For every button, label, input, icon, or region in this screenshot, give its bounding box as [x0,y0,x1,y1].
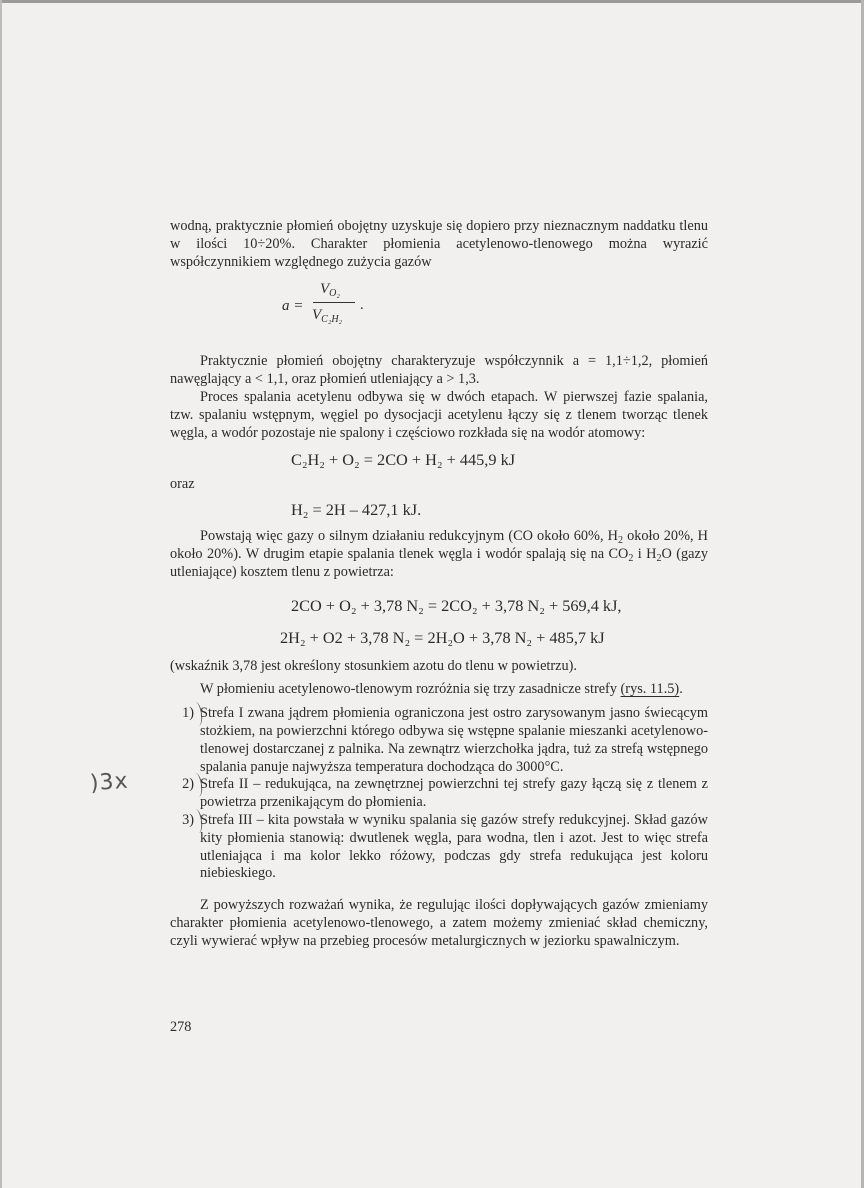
page-content [170,218,708,951]
handwritten-margin-note: )3x [89,768,130,797]
paragraph-combustion: Proces spalania acetylenu odbywa się w dwóch etapach. W pierwszej fazie spalania, tzw. spalaniu wstępnym, węgiel po dysocjacji acetylenu łączy się z tlenem tworząc tlenek węgla, a wodór pozostaje nie spalony i częściowo rozkłada się na wodór atomowy: [170,388,708,441]
connector-oraz: oraz [170,476,195,493]
formula-denominator: $V_{C_2H_2}$ [312,307,343,326]
paragraph-zones-intro: W płomieniu acetylenowo-tlenowym rozróżnia się trzy zasadnicze strefy (rys. 11.5). [200,681,683,698]
list-item [170,705,708,776]
page-left-edge [0,0,2,1188]
formula-lhs: a = [282,298,304,315]
page-top-edge [0,0,864,3]
equation-h2-combustion: 2H₂ + O2 + 3,78 N₂ = 2H₂O + 3,78 N₂ + 485,7 kJ [280,627,605,647]
list-item-number: 1) [170,705,200,776]
zones-list [170,705,708,883]
list-item-text: Strefa II – redukująca, na zewnętrznej powierzchni tej strefy gazy łączą się z tlenem z powietrza przenikającym do płomienia. [200,776,708,811]
paragraph-nitrogen-ratio: (wskaźnik 3,78 jest określony stosunkiem azotu do tlenu w powietrzu). [170,657,577,674]
figure-reference: (rys. 11.5) [620,681,680,698]
paragraph-reducing-gases: Powstają więc gazy o silnym działaniu redukcyjnym (CO około 60%, $H_2$ około 20%, H około 20%). W drugim etapie spalania tlenek węgla i wodór spalają się na $CO_2$ i $H_2O$ (gazy utleniające) kosztem tlenu z powietrza: [170,528,708,580]
list-item-text: Strefa I zwana jądrem płomienia ograniczona jest ostro zarysowanym jasno świecącym stożkiem, na powierzchni którego odbywa się wstępne spalanie mieszanki acetylenowo-tlenowej dostarczanej z palnika. Na zewnątrz wierzchołka jądra, tuż za strefą wstępnego spalania panuje najwyższa temperatura dochodząca do 3000°C. [200,705,708,775]
list-item [170,812,708,883]
paragraph-conclusion: Z powyższych rozważań wynika, że regulując ilości dopływających gazów zmieniamy charakter płomienia acetylenowo-tlenowego, a zatem możemy zmieniać skład chemiczny, czyli wywierać wpływ na przebieg procesów metalurgicznych w jeziorku spawalniczym. [170,897,708,949]
formula-end-dot: . [360,297,364,314]
page-number: 278 [170,1019,192,1035]
formula-coefficient-a [170,281,708,347]
list-item-number: 2) [170,776,200,812]
equation-co-combustion: 2CO + O₂ + 3,78 N₂ = 2CO₂ + 3,78 N₂ + 569,4 kJ, [291,595,622,615]
paragraph-intro: wodną, praktycznie płomień obojętny uzyskuje się dopiero przy nieznacznym naddatku tlenu w ilości 10÷20%. Charakter płomienia acetylenowo-tlenowego można wyrazić współczynnikiem względnego zużycia gazów [170,218,708,270]
equation-hydrogen-dissociation: H₂ = 2H – 427,1 kJ. [291,500,422,520]
equation-acetylene-combustion: C₂H₂ + O₂ = 2CO + H₂ + 445,9 kJ [291,450,516,470]
list-item-text: Strefa III – kita powstała w wyniku spalania się gazów strefy redukcyjnej. Skład gazów kity płomienia stanowią: dwutlenek węgla, para wodna, tlen i azot. Jest to więc strefa utleniająca i ma kolor lekko różowy, podczas gdy strefa redukująca jest koloru niebieskiego. [200,811,708,882]
list-item-number: 3) [170,812,200,883]
list-item [170,776,708,812]
paragraph-coefficient: Praktycznie płomień obojętny charakteryzuje współczynnik a = 1,1÷1,2, płomień nawęglający a < 1,1, oraz płomień utleniający a > 1,3. [170,353,708,388]
fraction-bar [313,302,355,303]
formula-numerator: $V_{O_2}$ [320,281,340,300]
